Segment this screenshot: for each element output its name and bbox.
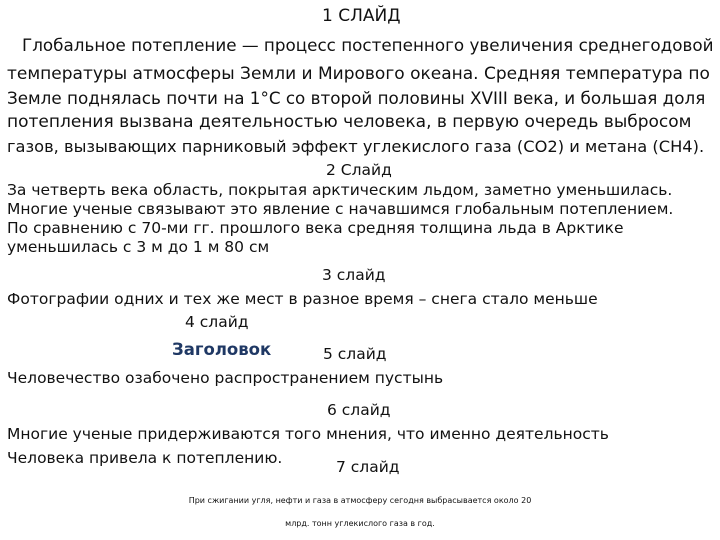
slide7-label: 7 слайд [336, 458, 400, 476]
slide6-label: 6 слайд [327, 401, 391, 419]
slide2-text-line: уменьшилась с 3 м до 1 м 80 см [7, 238, 270, 256]
slide5-text: Человечество озабочено распространением пустынь [7, 369, 444, 387]
slide2-text-line: За четверть века область, покрытая арктическим льдом, заметно уменьшилась. [7, 181, 673, 199]
slide6-text-line: Человека привела к потеплению. [7, 449, 283, 467]
slide3-label: 3 слайд [322, 266, 386, 284]
slide1-text-line: Глобальное потепление — процесс постепенного увеличения среднегодовой [22, 35, 714, 55]
slide2-text-line: По сравнению с 70-ми гг. прошлого века средняя толщина льда в Арктике [7, 219, 624, 237]
slide2-text-line: Многие ученые связывают это явление с начавшимся глобальным потеплением. [7, 200, 674, 218]
slide2-label: 2 Слайд [326, 161, 392, 179]
slide5-heading: Заголовок [172, 340, 272, 359]
slide5-label: 5 слайд [323, 345, 387, 363]
slide6-text-line: Многие ученые придерживаются того мнения, что именно деятельность [7, 425, 609, 443]
slide1-text-line: газов, вызывающих парниковый эффект углекислого газа (CO2) и метана (CH4). [7, 137, 705, 156]
slide1-text-line: потепления вызвана деятельностью человека, в первую очередь выбросом [7, 112, 692, 132]
slide1-label: 1 СЛАЙД [322, 6, 401, 26]
slide1-text-line: Земле поднялась почти на 1°C со второй половины XVIII века, и большая доля [7, 88, 706, 108]
slide1-text-line: температуры атмосферы Земли и Мирового океана. Средняя температура по [7, 64, 710, 84]
slide4-label: 4 слайд [185, 313, 249, 331]
slide7-text-line: При сжигании угля, нефти и газа в атмосферу сегодня выбрасывается около 20 [188, 496, 532, 505]
slide7-text-line: млрд. тонн углекислого газа в год. [285, 519, 435, 528]
slide3-text: Фотографии одних и тех же мест в разное время – снега стало меньше [7, 290, 598, 308]
